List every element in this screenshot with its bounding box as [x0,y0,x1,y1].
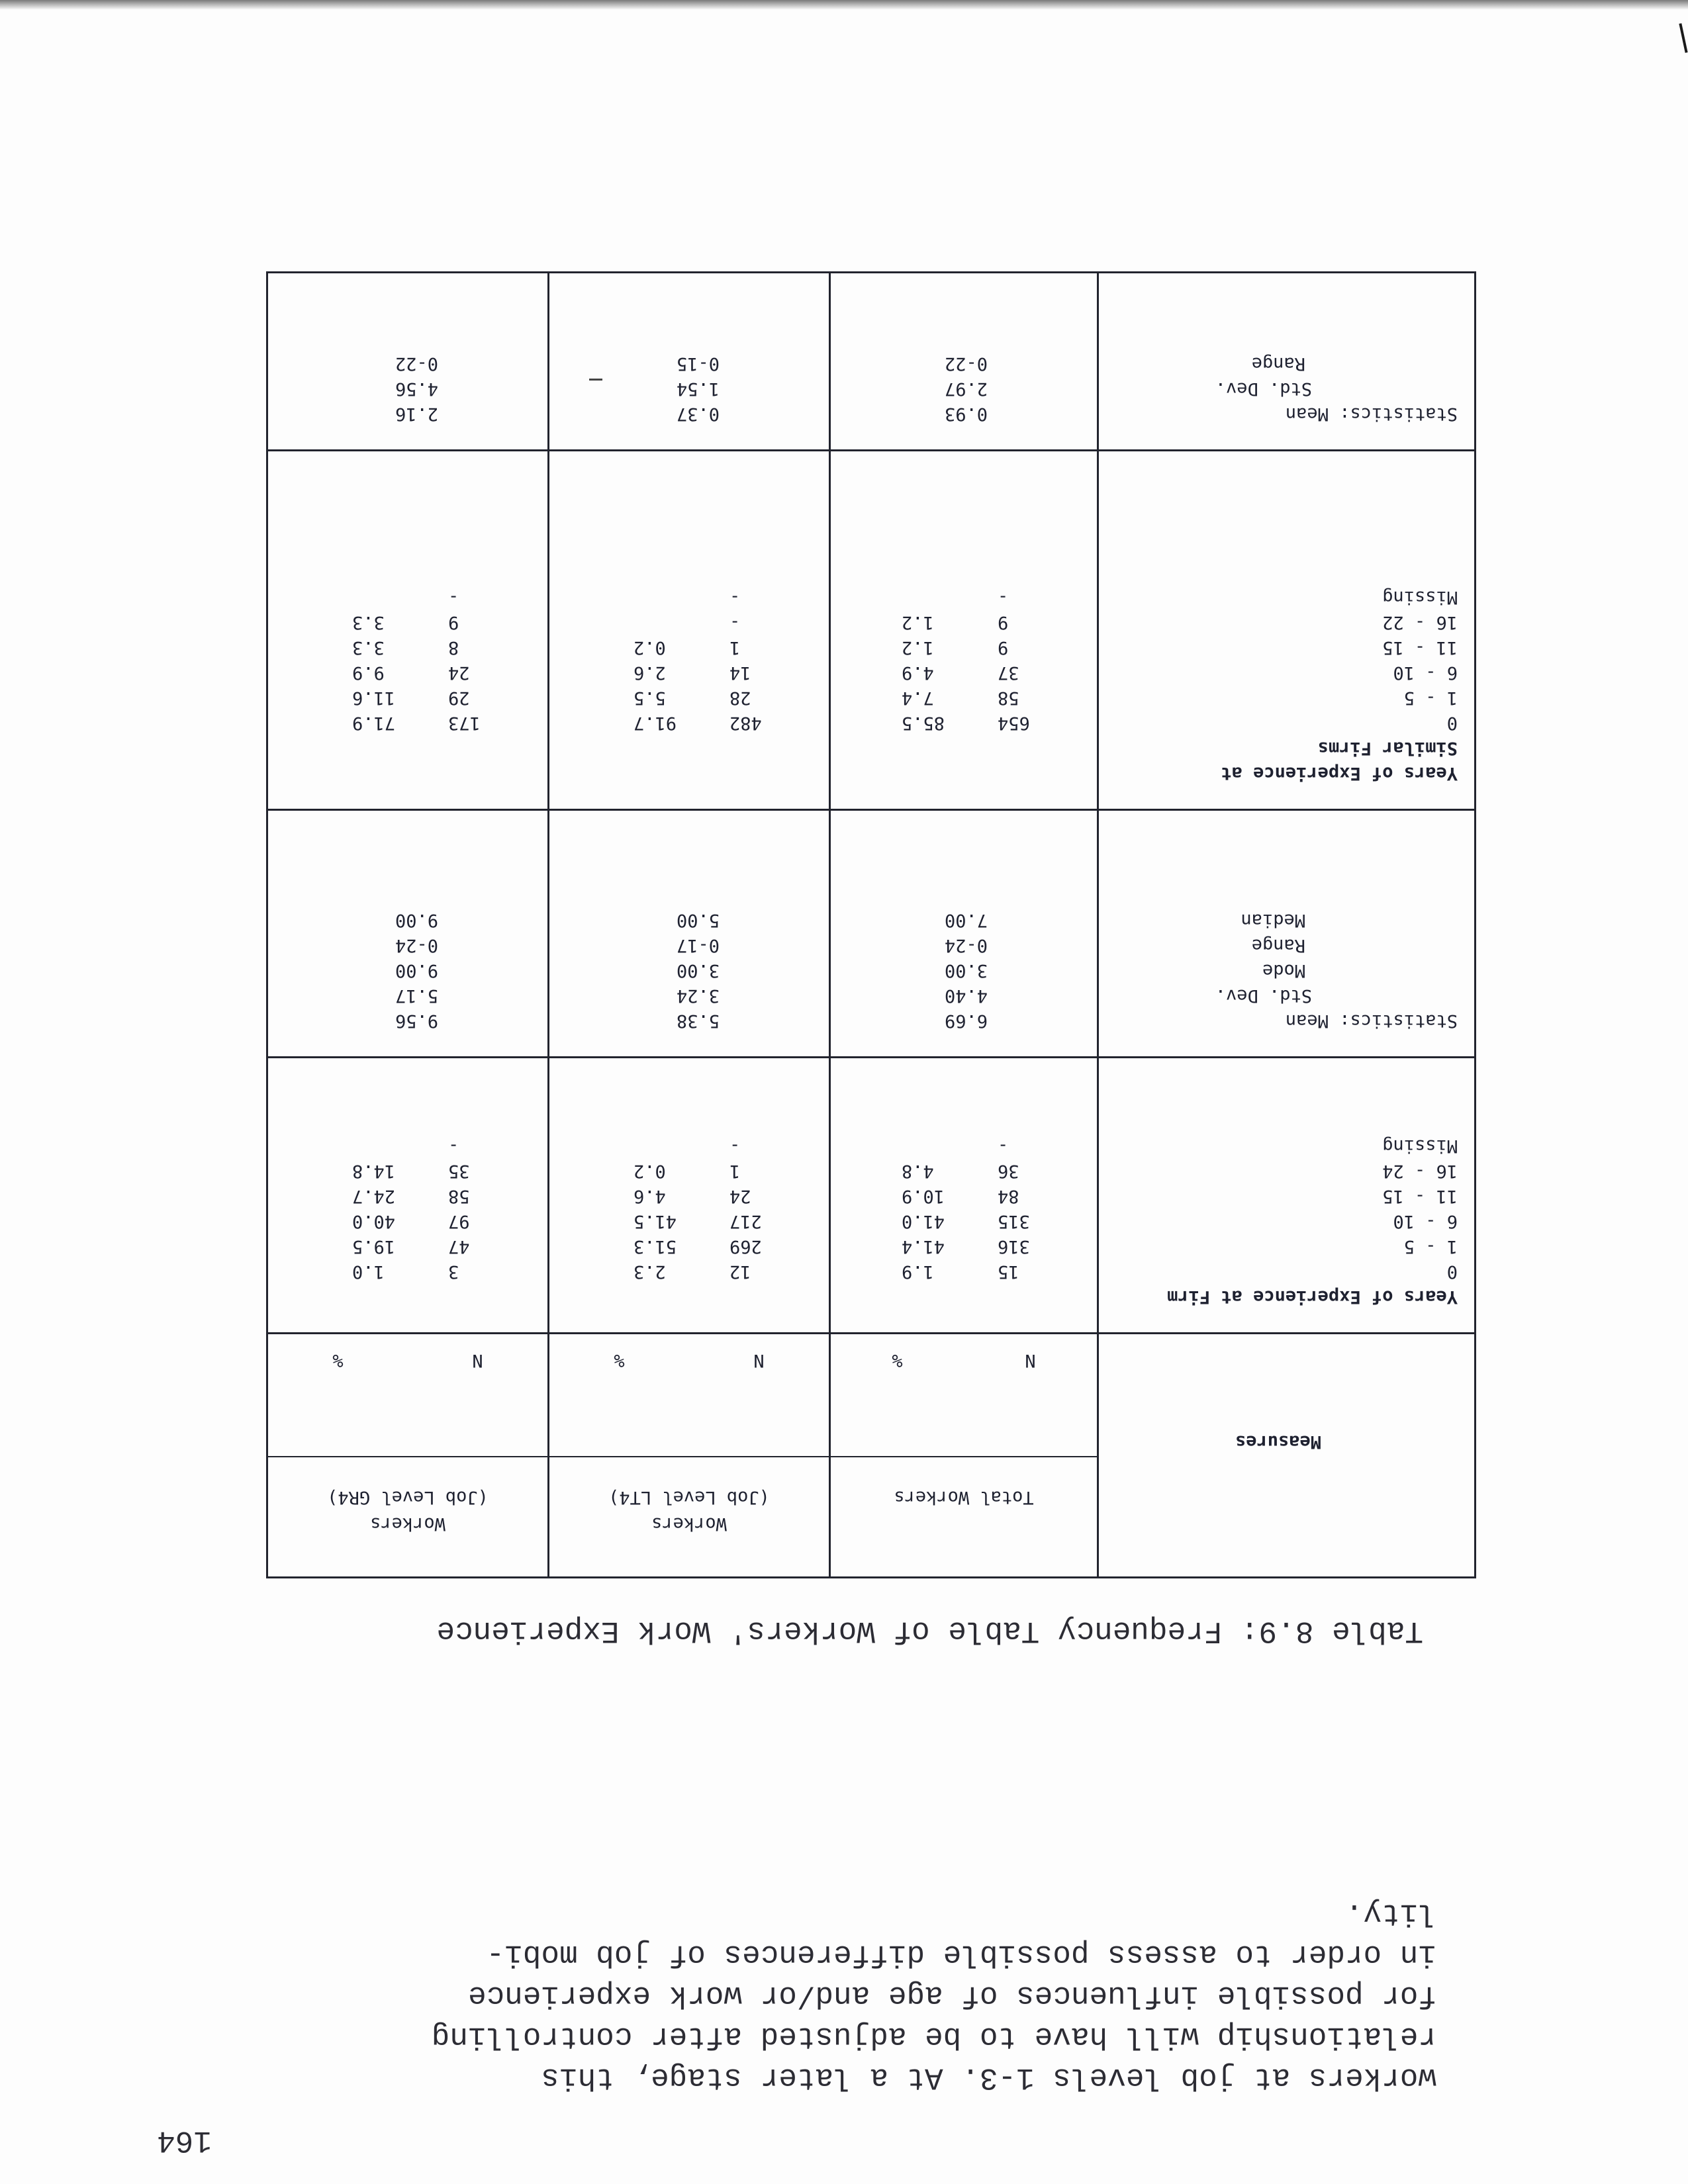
stat-label: Range [1251,935,1305,956]
n-label: N [472,1350,483,1371]
stat-value: 0.37 [677,403,720,424]
firm-experience-label [1098,1058,1476,1334]
stat-value: 0-24 [395,935,439,956]
pct-label: % [614,1350,625,1371]
scan-edge-shadow [0,0,1688,10]
header-total-workers [830,1333,1098,1577]
stat-value: 0-15 [677,353,720,374]
table-row: - [729,612,741,633]
frequency-table [266,271,1476,1578]
table-row: 9 3.3 [352,612,459,633]
stat-value: 9.56 [395,1011,439,1032]
category-label: 11 - 15 [1382,1185,1458,1206]
similar-statistics-label [1098,273,1476,451]
stat-value: 0-22 [945,353,988,374]
table-row: 97 40.0 [352,1210,470,1232]
stat-label: Statistics: Mean [1285,1011,1458,1032]
workers-gr4-line2: (Job Level GR4) [327,1487,489,1508]
stat-label: Std. Dev. [1215,378,1312,399]
table-row: 35 14.8 [352,1160,470,1181]
body-line: workers at job levels 1-3. At a later stage, this [541,2060,1436,2095]
table-caption: Table 8.9: Frequency Table of Workers' Work Experience [436,1614,1423,1648]
lt4-n-pct-labels [549,1347,829,1457]
stat-value: 2.97 [945,378,988,399]
table-row: 9 1.2 [902,612,1009,633]
total-workers-label: Total Workers [894,1487,1034,1508]
similar-stats-gr4 [267,273,549,451]
stat-value: 9.00 [395,960,439,981]
table-row: 58 24.7 [352,1185,470,1206]
table-row: - [998,587,1009,608]
table-row: 482 91.7 [633,713,762,734]
table-row: 24 9.9 [352,662,470,684]
n-label: N [753,1350,765,1371]
similar-stats-total [830,273,1098,451]
firm-stats-gr4 [267,810,549,1058]
category-label: Missing [1382,587,1458,608]
stat-value: 5.00 [677,910,720,931]
table-row: 8 3.3 [352,637,459,659]
table-row: 654 85.5 [902,713,1030,734]
header-workers-gr4 [267,1333,549,1577]
table-row: 12 2.3 [633,1261,751,1282]
stat-label: Median [1241,910,1305,931]
table-row: - [998,1135,1009,1156]
similar-firms-title-line2: Similar Firms [1317,738,1458,759]
category-label: 16 - 24 [1382,1160,1458,1181]
firm-gr4-values [267,1058,549,1334]
stat-value: 9.00 [395,910,439,931]
body-paragraph [146,1893,1436,2098]
stat-label: Std. Dev. [1215,985,1312,1007]
similar-firms-label [1098,450,1476,809]
table-row: 36 4.8 [902,1160,1019,1181]
category-label: Missing [1382,1135,1458,1156]
table-row: - [448,1135,459,1156]
workers-lt4-line2: (Job Level LT4) [608,1487,770,1508]
firm-total-values [830,1058,1098,1334]
firm-stats-lt4 [549,810,830,1058]
stat-value: 0-22 [395,353,439,374]
body-line: in order to assess possible differences of job mobi- [486,1937,1436,1972]
stat-value: 3.00 [945,960,988,981]
stat-value: 4.40 [945,985,988,1007]
table-row: 47 19.5 [352,1236,470,1257]
category-label: 6 - 10 [1393,1210,1458,1232]
stat-label: Range [1251,353,1305,374]
firm-statistics-label [1098,810,1476,1058]
table-row: 37 4.9 [902,662,1019,684]
stat-value: 0-17 [677,935,720,956]
stat-value: 0.93 [945,403,988,424]
header-workers-lt4 [549,1333,830,1577]
table-row: - [729,587,741,608]
firm-lt4-values [549,1058,830,1334]
pen-mark [589,379,602,381]
firm-experience-row [267,1058,1476,1334]
table-row: 3 1.0 [352,1261,459,1282]
table-row: - [729,1135,741,1156]
similar-firms-row [267,450,1476,809]
firm-statistics-row [267,810,1476,1058]
table-row: 28 5.5 [633,688,751,709]
table-header-row [267,1333,1476,1577]
body-line: relationship will have to be adjusted after controlling [431,2019,1436,2054]
pct-label: % [892,1350,903,1371]
table-row: 269 51.3 [633,1236,762,1257]
table-row: 14 2.6 [633,662,751,684]
firm-experience-title: Years of Experience at Firm [1167,1286,1458,1307]
body-line: for possible influences of age and/or work experience [467,1978,1436,2013]
similar-stats-lt4 [549,273,830,451]
stat-value: 1.54 [677,378,720,399]
workers-lt4-line1: Workers [651,1514,727,1534]
stat-value: 2.16 [395,403,439,424]
stat-value: 5.17 [395,985,439,1007]
similar-total-values [830,450,1098,809]
pct-label: % [332,1350,344,1371]
firm-stats-total [830,810,1098,1058]
category-label: 16 - 22 [1382,612,1458,633]
similar-firms-title: Years of Experience at [1221,763,1458,784]
table-row: - [448,587,459,608]
stat-value: 4.56 [395,378,439,399]
table-row: 1 0.2 [633,637,741,659]
table-row: 29 11.6 [352,688,470,709]
table-row: 58 7.4 [902,688,1019,709]
table-row: 316 41.4 [902,1236,1030,1257]
similar-statistics-row [267,273,1476,451]
stat-label: Statistics: Mean [1285,403,1458,424]
category-label: 1 - 5 [1403,688,1458,709]
table-row: 173 71.9 [352,713,481,734]
similar-gr4-values [267,450,549,809]
stat-label: Mode [1262,960,1305,981]
gr4-n-pct-labels [268,1347,547,1457]
stat-value: 3.00 [677,960,720,981]
table-row: 9 1.2 [902,637,1009,659]
measures-label: Measures [1235,1432,1322,1452]
pen-mark [1679,23,1687,53]
n-label: N [1025,1350,1036,1371]
category-label: 0 [1446,1261,1458,1282]
category-label: 1 - 5 [1403,1236,1458,1257]
category-label: 6 - 10 [1393,662,1458,684]
body-line: lity. [1344,1896,1436,1931]
page-number: 164 [157,2123,212,2158]
table-row: 1 0.2 [633,1160,741,1181]
category-label: 11 - 15 [1382,637,1458,659]
stat-value: 6.69 [945,1011,988,1032]
total-n-pct-labels [831,1347,1097,1457]
stat-value: 5.38 [677,1011,720,1032]
table-row: 24 4.6 [633,1185,751,1206]
category-label: 0 [1446,713,1458,734]
table-row: 315 41.0 [902,1210,1030,1232]
stat-value: 7.00 [945,910,988,931]
similar-lt4-values [549,450,830,809]
stat-value: 0-24 [945,935,988,956]
workers-gr4-line1: Workers [370,1514,445,1534]
stat-value: 3.24 [677,985,720,1007]
header-measures [1098,1333,1476,1577]
table-row: 84 10.9 [902,1185,1019,1206]
table-row: 15 1.9 [902,1261,1019,1282]
table-row: 217 41.5 [633,1210,762,1232]
